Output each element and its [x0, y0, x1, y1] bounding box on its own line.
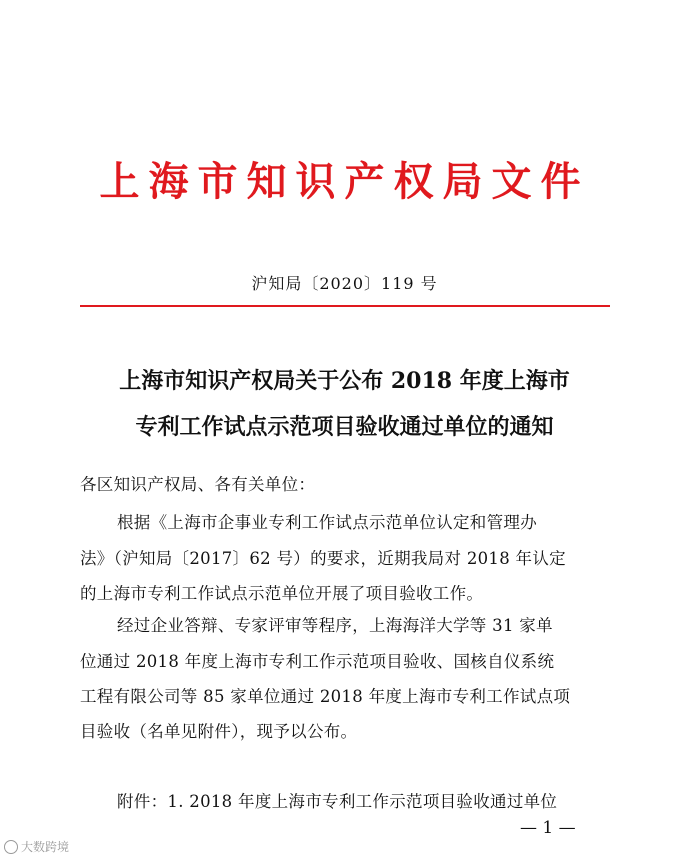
watermark — [4, 838, 69, 855]
paragraph-1-line-1: 根据《上海市企事业专利工作试点示范单位认定和管理办 — [117, 513, 537, 532]
paragraph-2-line-2: 位通过 2018 年度上海市专利工作示范项目验收、国核自仪系统 — [80, 652, 555, 671]
attachment-line: 附件：1. 2018 年度上海市专利工作示范项目验收通过单位 — [117, 792, 558, 811]
paragraph-2-line-3: 工程有限公司等 85 家单位通过 2018 年度上海市专利工作试点项 — [80, 687, 571, 706]
paragraph-2-line-1: 经过企业答辩、专家评审等程序，上海海洋大学等 31 家单 — [117, 616, 553, 635]
red-divider-line — [80, 305, 610, 307]
page-number: — 1 — — [520, 818, 576, 838]
paragraph-1-line-2: 法》（沪知局〔2017〕62 号）的要求，近期我局对 2018 年认定 — [80, 549, 566, 568]
paragraph-2-line-4: 目验收（名单见附件），现予以公布。 — [80, 722, 358, 741]
salutation: 各区知识产权局、各有关单位： — [80, 475, 316, 494]
watermark-text: 大数跨境 — [21, 840, 70, 854]
watermark-logo-icon — [4, 840, 18, 854]
notice-title-line-2: 专利工作试点示范项目验收通过单位的通知 — [135, 414, 554, 440]
paragraph-1-line-3: 的上海市专利工作试点示范单位开展了项目验收工作。 — [80, 584, 484, 603]
notice-title-line-1: 上海市知识产权局关于公布 2018 年度上海市 — [119, 368, 570, 394]
document-number: 沪知局〔2020〕119 号 — [251, 274, 438, 293]
issuer-title: 上海市知识产权局文件 — [99, 159, 590, 205]
